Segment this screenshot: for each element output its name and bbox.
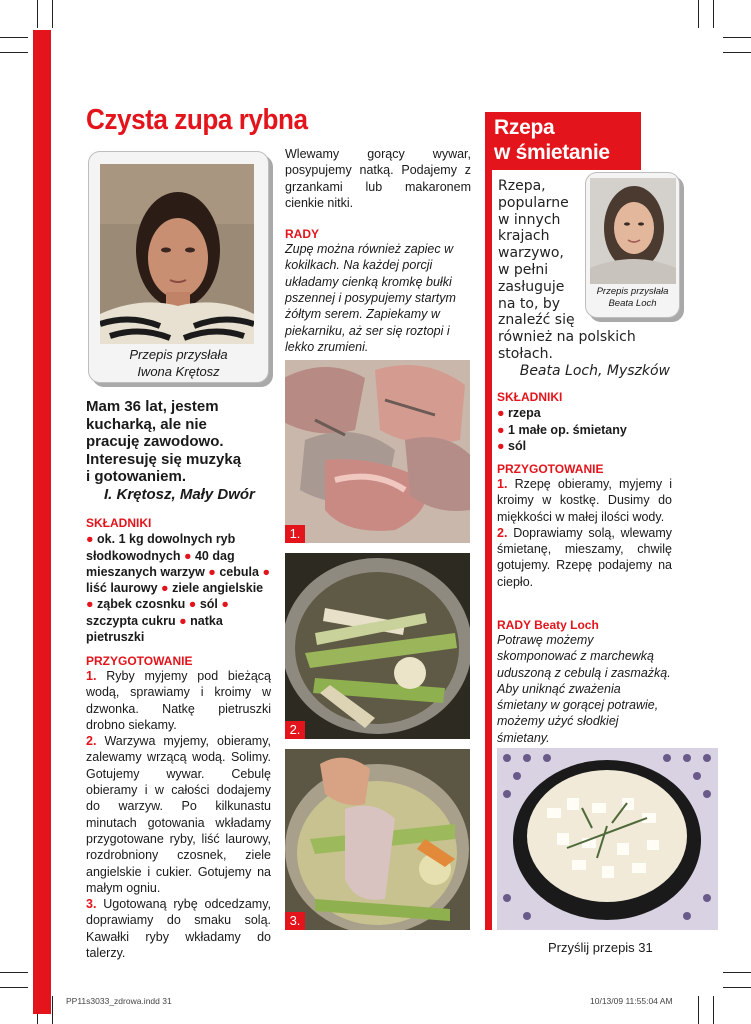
preparation-section (86, 654, 271, 961)
page-edge-bar (33, 30, 51, 1014)
intro-line: w innych (498, 211, 561, 228)
bullet-icon: ● (183, 548, 192, 563)
bullet-icon: ● (497, 422, 505, 437)
crop-mark (723, 37, 751, 38)
crop-mark (723, 987, 751, 988)
photo-number-badge: 3. (285, 912, 305, 930)
step-text: Doprawiamy solą, wlewamy śmietanę, mieszamy, chwilę gotujemy. Rzepę podajemy na ciepło. (497, 525, 672, 589)
intro-line: kucharką, ale nie (86, 415, 207, 433)
intro-line: w pełni (498, 261, 549, 278)
ingredient-item: ząbek czosnku (97, 597, 186, 612)
crop-mark (0, 987, 28, 988)
ingredients-heading: SKŁADNIKI (86, 516, 152, 530)
file-slug: PP11s3033_zdrowa.indd 31 (66, 996, 172, 1006)
ingredient-row (497, 405, 672, 421)
intro-line: Rzepa, (498, 178, 546, 194)
crop-mark (37, 0, 38, 28)
intro-line: pracuję zawodowo. (86, 433, 224, 450)
second-column (285, 146, 471, 355)
print-timestamp: 10/13/09 11:55:04 AM (590, 996, 673, 1006)
step-number: 1. (86, 669, 97, 683)
ingredient-row (497, 438, 672, 454)
step-text: Ugotowaną rybę odcedzamy, doprawiamy do smaku solą. Kawałki ryby wkładamy do talerzy. (86, 897, 271, 961)
preparation-heading: PRZYGOTOWANIE (497, 462, 604, 476)
crop-mark (0, 37, 28, 38)
sidebar-title-box (485, 112, 641, 170)
bullet-icon: ● (86, 597, 94, 612)
crop-mark (723, 972, 751, 973)
tips-heading: RADY Beaty Loch (497, 618, 599, 632)
caption-name: Iwona Krętosz (137, 364, 220, 379)
tips-heading: RADY (285, 227, 320, 242)
fish-pieces-image (285, 360, 470, 543)
intro-line: znaleźć się (498, 312, 575, 329)
ingredient-row (497, 422, 672, 438)
sidebar-border (485, 170, 492, 930)
ingredient-item: 1 małe op. śmietany (508, 422, 627, 437)
crop-mark (723, 52, 751, 53)
intro-line: popularne (498, 194, 569, 211)
ingredient-item: rzepa (508, 406, 541, 421)
preparation-step (497, 525, 672, 590)
tips-text: Zupę można również zapiec w kokilkach. Na każdej porcji układamy cienką kromkę bułki pszennej i posypujemy startym żółtym serem. Zapiekamy w piekarniku, aż ser się roztopi i lekko zrumieni. (285, 242, 456, 354)
step-text: Rzepę obieramy, myjemy i kroimy w kostkę. Dusimy do miękkości w małej ilości wody. (497, 477, 672, 524)
crop-mark (0, 52, 28, 53)
tips-text: Potrawę możemy skomponować z marchewką uduszoną z cebulą i zasmażką. Aby uniknąć zważenia śmietany w gorącej potrawie, możemy użyć słodkiej śmietany. (497, 633, 671, 745)
fish-in-pot-image (285, 749, 470, 930)
intro-line: również na polskich (498, 329, 636, 346)
bullet-icon: ● (188, 597, 197, 612)
author-caption (89, 346, 268, 380)
crop-mark (52, 996, 53, 1024)
step-number: 2. (86, 734, 97, 749)
intro-line: zasługuje (498, 278, 565, 295)
caption-line: Przepis przysłała (596, 286, 669, 297)
step-text: Warzywa myjemy, obieramy, zalewamy wrzącą wodą. Solimy. Gotujemy wywar. Cebulę obieramy i w całości dodajemy do warzyw. Po kilkunastu minutach gotowania wkładamy przygotowane ryby, liść laurowy, rozdrobniony czosnek, ziele angielskie i cukier. Gotujemy na małym ogniu. (86, 734, 271, 895)
portrait-image (590, 178, 676, 284)
bullet-icon: ● (262, 564, 270, 579)
portrait-image (100, 164, 254, 344)
ingredients-list (86, 531, 271, 645)
author-caption (586, 286, 679, 310)
step-photo (285, 553, 470, 739)
step-text: Ryby myjemy pod bieżącą wodą, sprawiamy i kroimy w dzwonka. Natkę pietruszki drobno siekamy. (86, 669, 271, 732)
intro-line: stołach. (498, 345, 553, 362)
intro-line: Mam 36 lat, jestem (86, 398, 219, 415)
crop-mark (713, 996, 714, 1024)
vegetables-pot-image (285, 553, 470, 739)
ingredient-item: 40 dag mieszanych warzyw (86, 548, 235, 579)
article-title: Czysta zupa rybna (86, 104, 308, 136)
intro-signature: I. Krętosz, Mały Dwór (104, 485, 255, 503)
caption-line: Przepis przysłała (129, 347, 228, 362)
sidebar-ingredients (497, 389, 672, 454)
author-intro (86, 398, 276, 503)
preparation-step (86, 733, 271, 896)
ingredients-heading: SKŁADNIKI (497, 390, 563, 404)
ingredient-item: sól (199, 597, 218, 612)
sidebar-preparation (497, 462, 672, 590)
intro-signature: Beata Loch, Myszków (519, 362, 670, 379)
intro-line: Interesuję się muzyką (86, 450, 242, 468)
author-card (88, 151, 269, 383)
step-photo (285, 749, 470, 930)
intro-line: krajach (498, 228, 550, 245)
crop-mark (0, 972, 28, 973)
crop-mark (52, 0, 53, 28)
ingredient-item: szczypta cukru (86, 613, 176, 628)
step-photo (285, 360, 470, 543)
step-number: 3. (86, 897, 97, 912)
author-photo (100, 164, 254, 344)
page-footer: Przyślij przepis 31 (548, 940, 653, 955)
bullet-icon: ● (161, 581, 169, 596)
author-card (585, 172, 680, 318)
caption-name: Beata Loch (608, 298, 657, 309)
bullet-icon: ● (86, 532, 94, 547)
dish-photo (497, 748, 718, 930)
crop-mark (713, 0, 714, 28)
ingredient-item: sól (508, 438, 527, 453)
sidebar-tips (497, 618, 672, 746)
ingredient-item: liść laurowy (86, 581, 158, 596)
ingredient-item: ziele angielskie (172, 581, 264, 596)
continued-text: Wlewamy gorący wywar, posypujemy natką. Podajemy z grzankami lub makaronem cienkie nitki. (285, 147, 471, 210)
step-number: 2. (497, 525, 508, 540)
preparation-step (497, 476, 672, 525)
ingredient-item: cebula (219, 564, 259, 579)
intro-line: warzywo, (498, 245, 564, 262)
bullet-icon: ● (179, 613, 187, 628)
preparation-step (86, 668, 271, 733)
preparation-step (86, 896, 271, 961)
author-photo (590, 178, 676, 284)
crop-mark (698, 0, 699, 28)
sidebar-title: Rzepa (494, 116, 555, 139)
turnip-dish-image (497, 748, 718, 930)
ingredients-section (86, 515, 271, 645)
bullet-icon: ● (497, 406, 505, 421)
bullet-icon: ● (221, 597, 229, 612)
photo-number-badge: 1. (285, 525, 305, 543)
bullet-icon: ● (497, 438, 505, 453)
sidebar-title: w śmietanie (494, 141, 610, 164)
ingredient-item: ok. 1 kg dowolnych ryb słodkowodnych (86, 532, 236, 563)
photo-number-badge: 2. (285, 721, 305, 739)
preparation-heading: PRZYGOTOWANIE (86, 654, 193, 668)
step-number: 1. (497, 477, 508, 491)
intro-line: na to, by (498, 295, 561, 312)
bullet-icon: ● (208, 564, 216, 579)
crop-mark (698, 996, 699, 1024)
intro-line: i gotowaniem. (86, 468, 187, 485)
ingredient-item: natka pietruszki (86, 613, 223, 645)
